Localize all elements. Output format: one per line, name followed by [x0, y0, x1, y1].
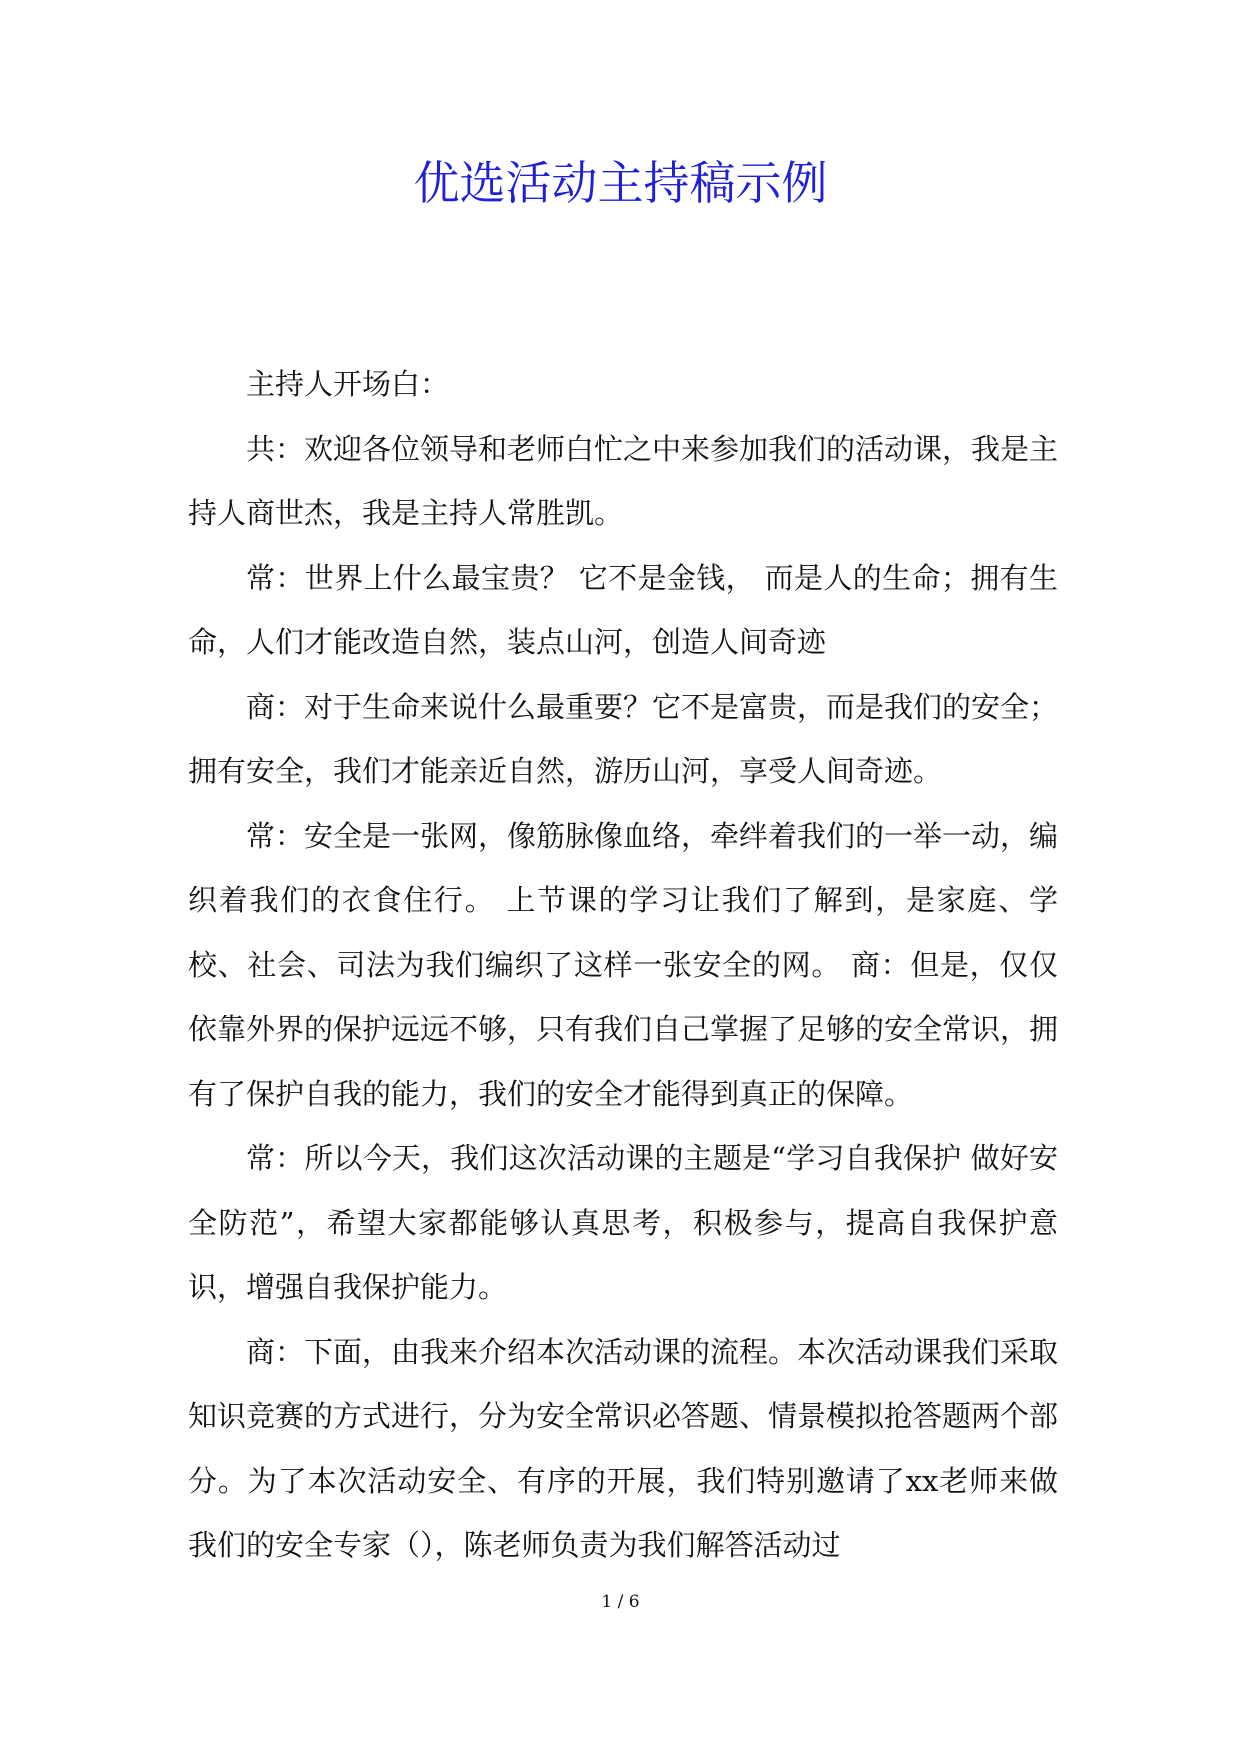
paragraph: 商：下面，由我来介绍本次活动课的流程。本次活动课我们采取知识竞赛的方式进行，分为安全常识必答题、情景模拟抢答题两个部分。为了本次活动安全、有序的开展，我们特别邀请了xx老师来做我们的安全专家（），陈老师负责为我们解答活动过: [188, 1334, 1059, 1562]
paragraph: 常：所以今天，我们这次活动课的主题是“学习自我保护 做好安全防范”，希望大家都能够认真思考，积极参与，提高自我保护意识，增强自我保护能力。: [188, 1141, 1058, 1304]
paragraph: 商：对于生命来说什么最重要？它不是富贵，而是我们的安全；拥有安全，我们才能亲近自然，游历山河，享受人间奇迹。: [188, 689, 1059, 788]
paragraph: 共：欢迎各位领导和老师白忙之中来参加我们的活动课，我是主持人商世杰，我是主持人常胜凯。: [188, 431, 1059, 530]
document-body: [188, 352, 1058, 1578]
document-title: 优选活动主持稿示例: [413, 156, 828, 210]
page-number: 1 / 6: [601, 1592, 640, 1612]
paragraph: 常：世界上什么最宝贵？ 它不是金钱， 而是人的生命；拥有生命，人们才能改造自然，装点山河，创造人间奇迹: [188, 560, 1058, 659]
paragraph: 常：安全是一张网，像筋脉像血络，牵绊着我们的一举一动，编织着我们的衣食住行。 上节课的学习让我们了解到，是家庭、学校、社会、司法为我们编织了这样一张安全的网。 商：但是，仅仅依靠外界的保护远远不够，只有我们自己掌握了足够的安全常识，拥有了保护自我的能力，我们的安全才能得到真正的保障。: [188, 818, 1059, 1111]
paragraph: 主持人开场白：: [246, 367, 450, 401]
